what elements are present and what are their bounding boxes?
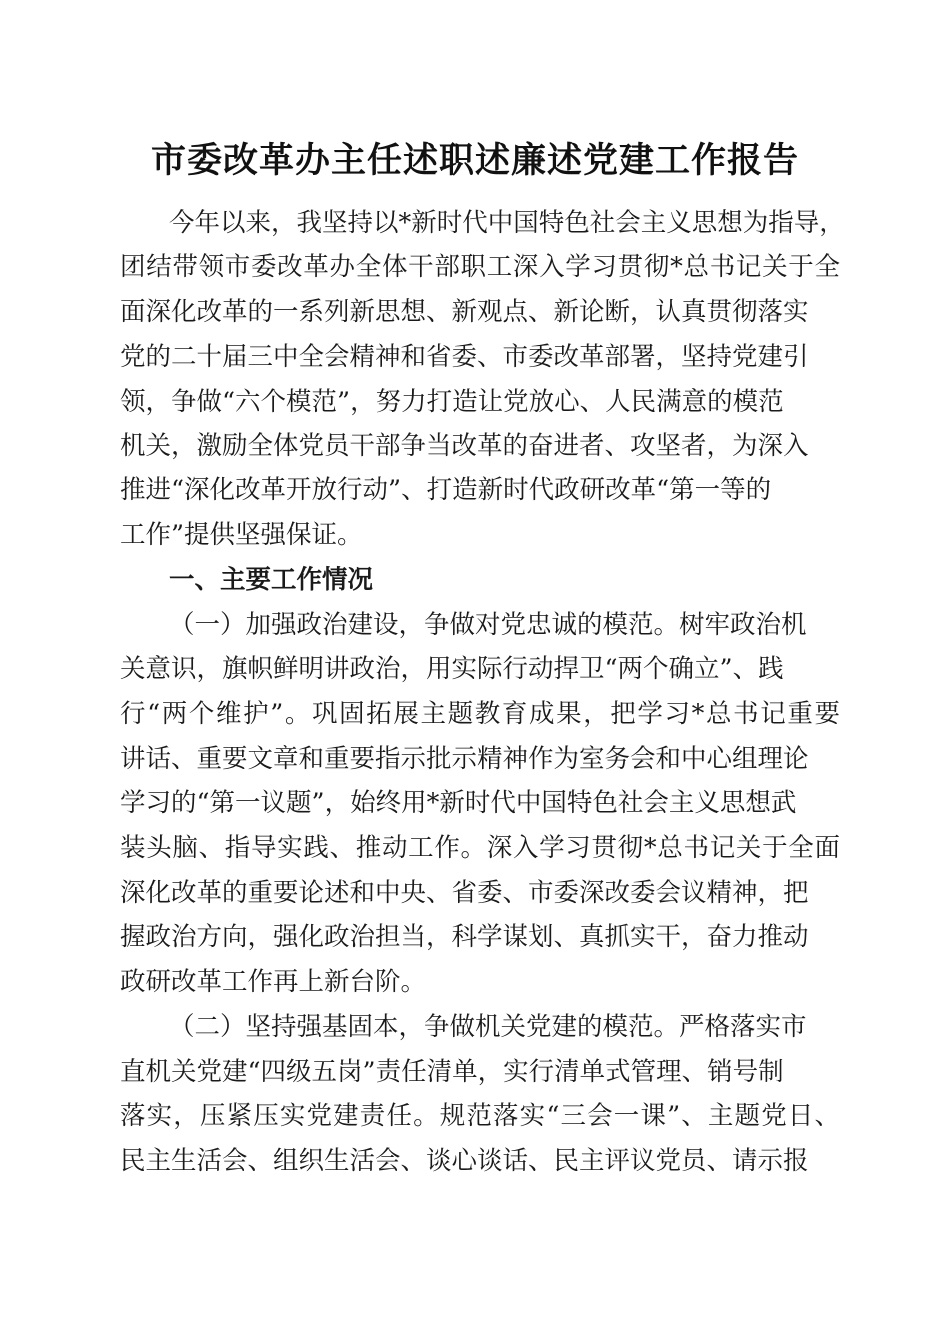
- paragraph-line: 机关，激励全体党员干部争当改革的奋进者、攻坚者，为深入: [120, 431, 809, 461]
- paragraph-line: 握政治方向，强化政治担当，科学谋划、真抓实干，奋力推动: [120, 922, 809, 952]
- paragraph-line: 面深化改革的一系列新思想、新观点、新论断，认真贯彻落实: [120, 297, 809, 327]
- paragraph-line: （一）加强政治建设，争做对党忠诚的模范。树牢政治机: [169, 610, 807, 640]
- paragraph-line: 讲话、重要文章和重要指示批示精神作为室务会和中心组理论: [120, 744, 809, 774]
- document-title: 市委改革办主任述职述廉述党建工作报告: [150, 140, 799, 181]
- paragraph-line: 民主生活会、组织生活会、谈心谈话、民主评议党员、请示报: [120, 1146, 809, 1176]
- paragraph-line: （二）坚持强基固本，争做机关党建的模范。严格落实市: [169, 1012, 807, 1042]
- paragraph-line: 今年以来，我坚持以*新时代中国特色社会主义思想为指导，: [169, 208, 845, 238]
- section-heading: 一、主要工作情况: [169, 565, 374, 595]
- paragraph-line: 工作”提供坚强保证。: [120, 520, 363, 550]
- paragraph-line: 关意识，旗帜鲜明讲政治，用实际行动捍卫“两个确立”、践: [120, 654, 784, 684]
- paragraph-line: 深化改革的重要论述和中央、省委、市委深改委会议精神，把: [120, 878, 809, 908]
- paragraph-line: 落实，压紧压实党建责任。规范落实“三会一课”、主题党日、: [120, 1101, 840, 1131]
- paragraph-line: 党的二十届三中全会精神和省委、市委改革部署，坚持党建引: [120, 342, 809, 372]
- paragraph-line: 直机关党建“四级五岗”责任清单，实行清单式管理、销号制: [120, 1057, 784, 1087]
- paragraph-line: 学习的“第一议题”，始终用*新时代中国特色社会主义思想武: [120, 788, 797, 818]
- paragraph-line: 领，争做“六个模范”，努力打造让党放心、人民满意的模范: [120, 387, 784, 417]
- paragraph-line: 团结带领市委改革办全体干部职工深入学习贯彻*总书记关于全: [120, 252, 840, 282]
- paragraph-line: 政研改革工作再上新台阶。: [120, 967, 427, 997]
- paragraph-line: 推进“深化改革开放行动”、打造新时代政研改革“第一等的: [120, 475, 772, 505]
- paragraph-line: 装头脑、指导实践、推动工作。深入学习贯彻*总书记关于全面: [120, 833, 840, 863]
- paragraph-line: 行“两个维护”。巩固拓展主题教育成果，把学习*总书记重要: [120, 699, 840, 729]
